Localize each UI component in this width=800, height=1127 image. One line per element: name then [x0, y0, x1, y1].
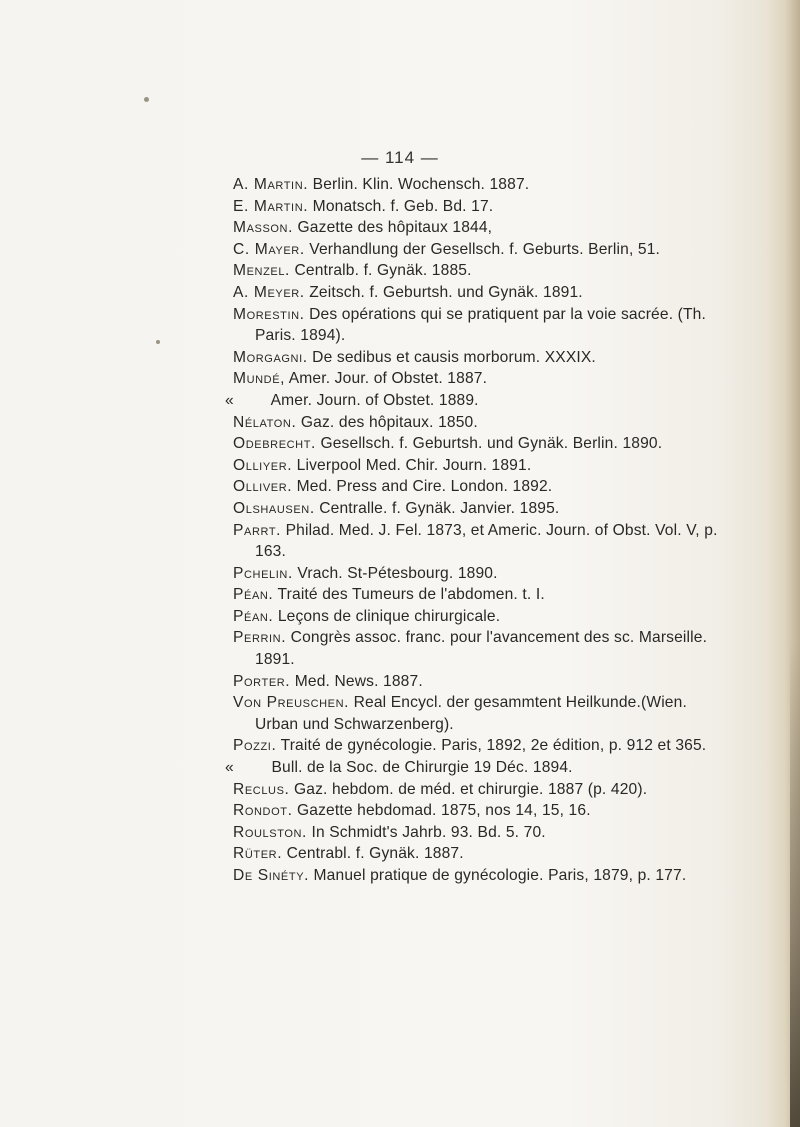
entry-author: E. Martin. [233, 197, 309, 215]
bibliography-entry [233, 476, 733, 498]
bibliography-entry [233, 735, 733, 757]
ink-speck [156, 340, 160, 344]
bibliography-entry [233, 412, 733, 434]
entry-reference: Liverpool Med. Chir. Journ. 1891. [292, 456, 532, 474]
bibliography-entry [233, 217, 733, 239]
entry-reference: Gesellsch. f. Geburtsh. und Gynäk. Berlin. 1890. [315, 435, 663, 453]
entry-reference: Monatsch. f. Geb. Bd. 17. [308, 197, 494, 215]
entry-author: Von Preuschen. [233, 694, 350, 712]
entry-reference: Med. News. 1887. [290, 672, 423, 690]
bibliography-entry [233, 692, 733, 735]
bibliography-entry [225, 757, 733, 779]
entry-reference: Des opérations qui se pratiquent par la voie sacrée. (Th. Paris. 1894). [255, 305, 706, 345]
bibliography-entry [233, 304, 733, 347]
entry-author: Morestin. [233, 305, 305, 323]
entry-author: A. Martin. [233, 176, 309, 193]
bibliography-entry [233, 260, 733, 282]
entry-reference: Gaz. hebdom. de méd. et chirurgie. 1887 (p. 420). [289, 780, 648, 798]
entry-reference: Gazette des hôpitaux 1844, [293, 219, 493, 237]
entry-author: Péan. [233, 607, 274, 625]
entry-author: Olliver. [233, 478, 293, 496]
entry-reference: In Schmidt's Jahrb. 93. Bd. 5. 70. [306, 823, 546, 841]
bibliography-entry [233, 455, 733, 477]
entry-reference: Traité de gynécologie. Paris, 1892, 2e édition, p. 912 et 365. [276, 737, 707, 755]
entry-author: Morgagni. [233, 348, 308, 366]
entry-author: A. Meyer. [233, 283, 305, 301]
entry-reference: Med. Press and Cire. London. 1892. [292, 478, 553, 496]
entry-author: Reclus. [233, 780, 290, 798]
entry-author: Péan. [233, 586, 274, 604]
entry-reference: Verhandlung der Gesellsch. f. Geburts. Berlin, 51. [304, 240, 661, 258]
entry-author: Mundé, [233, 370, 286, 388]
bibliography-entry [233, 779, 733, 801]
bibliography-entry [233, 498, 733, 520]
entry-author: Roulston. [233, 823, 307, 841]
ink-speck [144, 97, 149, 102]
bibliography-entry [233, 800, 733, 822]
ditto-mark: « [225, 759, 234, 777]
entry-reference: Real Encycl. der gesammtent Heilkunde.(Wien. Urban und Schwarzenberg). [255, 694, 687, 733]
bibliography-entry [233, 239, 733, 261]
entry-author: Rüter. [233, 845, 283, 863]
entry-reference: De sedibus et causis morborum. XXXIX. [307, 348, 596, 366]
entry-author: Rondot. [233, 802, 293, 820]
bibliography-entry [233, 368, 733, 390]
bibliography-list [225, 174, 733, 887]
entry-reference: Philad. Med. J. Fel. 1873, et Americ. Journ. of Obst. Vol. V, p. 163. [255, 521, 718, 561]
entry-author: Parrt. [233, 521, 282, 539]
bibliography-entry [233, 347, 733, 369]
page-edge-binding [790, 640, 800, 1127]
entry-author: De Sinéty. [233, 867, 310, 884]
entry-author: Nélaton. [233, 413, 297, 431]
entry-reference: Centralb. f. Gynäk. 1885. [289, 262, 472, 280]
entry-reference: Centrabl. f. Gynäk. 1887. [282, 845, 464, 863]
entry-author: Olshausen. [233, 499, 315, 517]
bibliography-entry [233, 433, 733, 455]
entry-author: Porter. [233, 672, 291, 690]
bibliography-entry [233, 843, 733, 865]
entry-reference: Traité des Tumeurs de l'abdomen. t. I. [273, 586, 545, 604]
entry-reference: Gazette hebdomad. 1875, nos 14, 15, 16. [292, 802, 591, 820]
bibliography-entry [233, 606, 733, 628]
entry-reference: Centralle. f. Gynäk. Janvier. 1895. [314, 499, 560, 517]
entry-reference: Berlin. Klin. Wochensch. 1887. [308, 176, 530, 193]
entry-reference: Manuel pratique de gynécologie. Paris, 1879, p. 177. [309, 867, 687, 884]
bibliography-entry [225, 390, 733, 412]
entry-reference: Amer. Jour. of Obstet. 1887. [285, 370, 488, 388]
entry-author: Perrin. [233, 629, 287, 647]
bibliography-entry [233, 174, 733, 196]
page-number: — 114 — [361, 148, 439, 167]
bibliography-entry [233, 563, 733, 585]
bibliography-entry [233, 196, 733, 218]
bibliography-entry [233, 520, 733, 563]
bibliography-entry [233, 282, 733, 304]
ditto-mark: « [225, 391, 234, 409]
bibliography-entry [233, 822, 733, 844]
entry-reference: Vrach. St-Pétesbourg. 1890. [292, 564, 498, 582]
entry-author: Masson. [233, 219, 294, 237]
entry-author: Olliyer. [233, 456, 293, 474]
entry-reference: Congrès assoc. franc. pour l'avancement des sc. Marseille. 1891. [255, 629, 708, 669]
entry-author: Odebrecht. [233, 435, 316, 453]
entry-reference: Zeitsch. f. Geburtsh. und Gynäk. 1891. [304, 283, 583, 301]
bibliography-entry [233, 865, 733, 887]
bibliography-entry [233, 671, 733, 693]
entry-reference: Amer. Journ. of Obstet. 1889. [267, 391, 479, 409]
entry-reference: Leçons de clinique chirurgicale. [273, 607, 501, 625]
bibliography-entry [233, 627, 733, 670]
entry-author: Menzel. [233, 262, 290, 280]
entry-author: Pchelin. [233, 564, 293, 582]
entry-reference: Bull. de la Soc. de Chirurgie 19 Déc. 1894. [267, 759, 573, 777]
entry-reference: Gaz. des hôpitaux. 1850. [296, 413, 478, 431]
entry-author: Pozzi. [233, 737, 277, 755]
entry-author: C. Mayer. [233, 240, 305, 258]
bibliography-entry [233, 584, 733, 606]
